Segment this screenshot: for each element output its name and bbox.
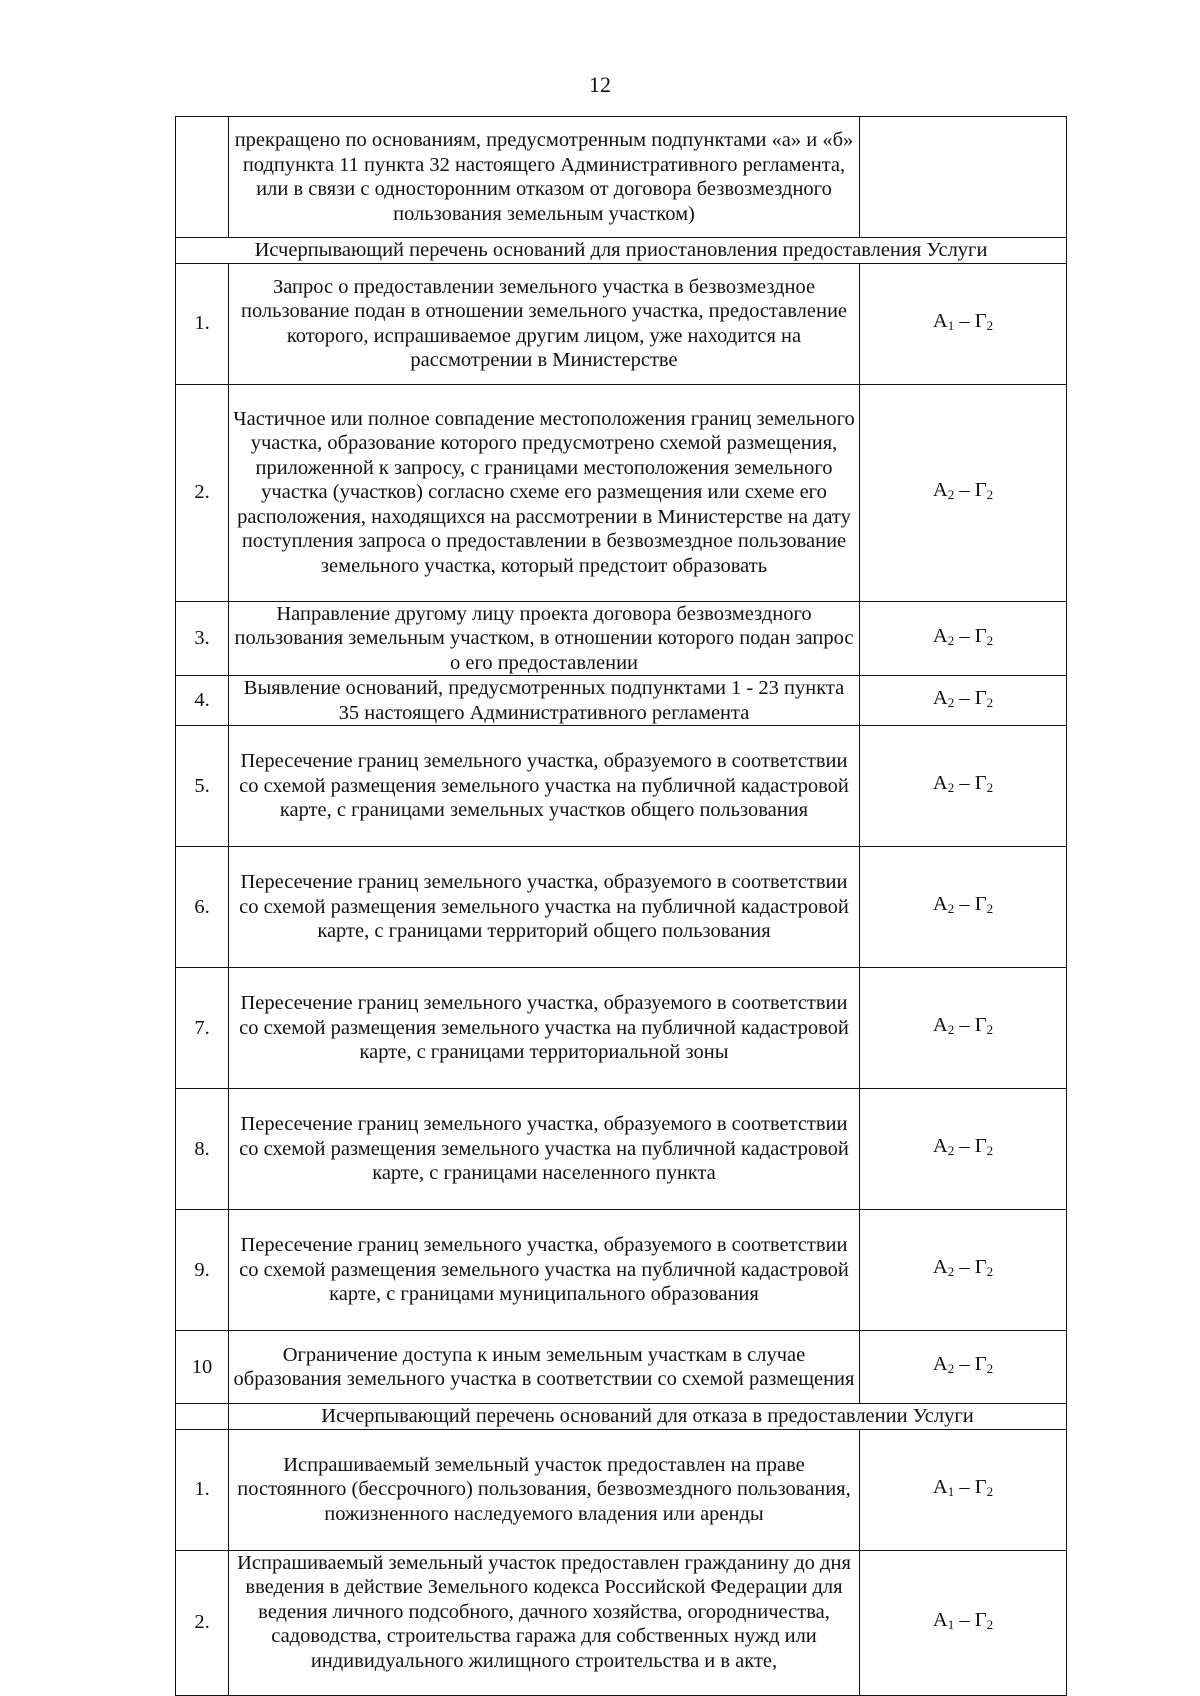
table-row (176, 847, 1067, 968)
section-header-row (176, 1404, 1067, 1430)
code-a-index: 2 (947, 901, 955, 917)
code-a-index: 2 (947, 632, 955, 648)
row-code: $А_2 - Г_2$ (860, 1331, 1067, 1404)
row-code: $А_1 - Г_2$ (860, 1429, 1067, 1550)
row-code: $А_1 - Г_2$ (860, 1550, 1067, 1695)
table-row (176, 263, 1067, 384)
row-number: 4. (176, 676, 229, 726)
table-row (176, 726, 1067, 847)
code-g-index: 2 (986, 1022, 994, 1038)
table-row (176, 1429, 1067, 1550)
table-row (176, 1331, 1067, 1404)
code-a-index: 1 (947, 1616, 955, 1632)
row-text: Частичное или полное совпадение местоположения границ земельного участка, образование которого предусмотрено схемой размещения, приложенной к запросу, с границами местоположения земельного участка (участков) согласно схеме его размещения или схеме его расположения, находящихся на рассмотрении в Министерстве на дату поступления запроса о предоставлении в безвозмездное пользование земельного участка, который предстоит образовать (229, 384, 860, 601)
row-text: Пересечение границ земельного участка, образуемого в соответствии со схемой размещения земельного участка на публичной кадастровой карте, с границами территориальной зоны (229, 968, 860, 1089)
code-g-index: 2 (986, 901, 994, 917)
row-text: Пересечение границ земельного участка, образуемого в соответствии со схемой размещения земельного участка на публичной кадастровой карте, с границами населенного пункта (229, 1089, 860, 1210)
row-text: Запрос о предоставлении земельного участка в безвозмездное пользование подан в отношении земельного участка, предоставление которого, испрашиваемое другим лицом, уже находится на рассмотрении в Министерстве (229, 263, 860, 384)
row-text: Пересечение границ земельного участка, образуемого в соответствии со схемой размещения земельного участка на публичной кадастровой карте, с границами муниципального образования (229, 1210, 860, 1331)
row-code: $А_2 - Г_2$ (860, 384, 1067, 601)
row-code: $А_2 - Г_2$ (860, 726, 1067, 847)
page-number: 12 (589, 72, 611, 97)
code-g-index: 2 (986, 317, 994, 333)
row-text: Пересечение границ земельного участка, образуемого в соответствии со схемой размещения земельного участка на публичной кадастровой карте, с границами земельных участков общего пользования (229, 726, 860, 847)
row-number (176, 117, 229, 238)
code-a-index: 2 (947, 1143, 955, 1159)
table-row (176, 1210, 1067, 1331)
row-number: 5. (176, 726, 229, 847)
code-g-index: 2 (986, 1143, 994, 1159)
code-g-index: 2 (986, 1483, 994, 1499)
row-code: $А_2 - Г_2$ (860, 676, 1067, 726)
row-number: 9. (176, 1210, 229, 1331)
row-number: 1. (176, 263, 229, 384)
table-row (176, 384, 1067, 601)
code-a-index: 1 (947, 317, 955, 333)
section-title-suspension: Исчерпывающий перечень оснований для приостановления предоставления Услуги (176, 238, 1067, 264)
table-row (176, 1550, 1067, 1695)
row-code (860, 117, 1067, 238)
code-a-index: 2 (947, 1264, 955, 1280)
code-a-index: 1 (947, 1483, 955, 1499)
row-number: 10 (176, 1331, 229, 1404)
row-text: Пересечение границ земельного участка, образуемого в соответствии со схемой размещения земельного участка на публичной кадастровой карте, с границами территорий общего пользования (229, 847, 860, 968)
row-text: Ограничение доступа к иным земельным участкам в случае образования земельного участка в соответствии со схемой размещения (229, 1331, 860, 1404)
row-text: Испрашиваемый земельный участок предоставлен гражданину до дня введения в действие Земельного кодекса Российской Федерации для ведения личного подсобного, дачного хозяйства, огородничества, садоводства, строительства гаража для собственных нужд или индивидуального жилищного строительства и в акте, (229, 1550, 860, 1695)
row-code: $А_2 - Г_2$ (860, 847, 1067, 968)
row-number: 7. (176, 968, 229, 1089)
code-g-index: 2 (986, 694, 994, 710)
row-text: Выявление оснований, предусмотренных подпунктами 1 - 23 пункта 35 настоящего Административного регламента (229, 676, 860, 726)
row-code: $А_2 - Г_2$ (860, 968, 1067, 1089)
row-number: 2. (176, 384, 229, 601)
section-title-refusal: Исчерпывающий перечень оснований для отказа в предоставлении Услуги (229, 1404, 1067, 1430)
row-code: $А_2 - Г_2$ (860, 601, 1067, 676)
code-g-index: 2 (986, 1616, 994, 1632)
row-number: 6. (176, 847, 229, 968)
row-number: 3. (176, 601, 229, 676)
table-row (176, 676, 1067, 726)
code-a-index: 2 (947, 486, 955, 502)
code-a-index: 2 (947, 1022, 955, 1038)
row-code: $А_2 - Г_2$ (860, 1089, 1067, 1210)
row-text: Испрашиваемый земельный участок предоставлен на праве постоянного (бессрочного) пользования, безвозмездного пользования, пожизненного наследуемого владения или аренды (229, 1429, 860, 1550)
row-number: 8. (176, 1089, 229, 1210)
section-header-row (176, 238, 1067, 264)
table-row (176, 117, 1067, 238)
grounds-table (175, 116, 1067, 1696)
row-code: $А_1 - Г_2$ (860, 263, 1067, 384)
code-a-index: 2 (947, 1361, 955, 1377)
table-row (176, 601, 1067, 676)
table-row (176, 968, 1067, 1089)
row-number: 2. (176, 1550, 229, 1695)
row-text: прекращено по основаниям, предусмотренным подпунктами «а» и «б» подпункта 11 пункта 32 настоящего Административного регламента, или в связи с односторонним отказом от договора безвозмездного пользования земельным участком) (229, 117, 860, 238)
code-g-index: 2 (986, 780, 994, 796)
row-text: Направление другому лицу проекта договора безвозмездного пользования земельным участком, в отношении которого подан запрос о его предоставлении (229, 601, 860, 676)
code-g-index: 2 (986, 1264, 994, 1280)
row-number: 1. (176, 1429, 229, 1550)
row-code: $А_2 - Г_2$ (860, 1210, 1067, 1331)
code-a-index: 2 (947, 780, 955, 796)
code-a-index: 2 (947, 694, 955, 710)
code-g-index: 2 (986, 486, 994, 502)
code-g-index: 2 (986, 632, 994, 648)
table-row (176, 1089, 1067, 1210)
section-number-empty (176, 1404, 229, 1430)
code-g-index: 2 (986, 1361, 994, 1377)
